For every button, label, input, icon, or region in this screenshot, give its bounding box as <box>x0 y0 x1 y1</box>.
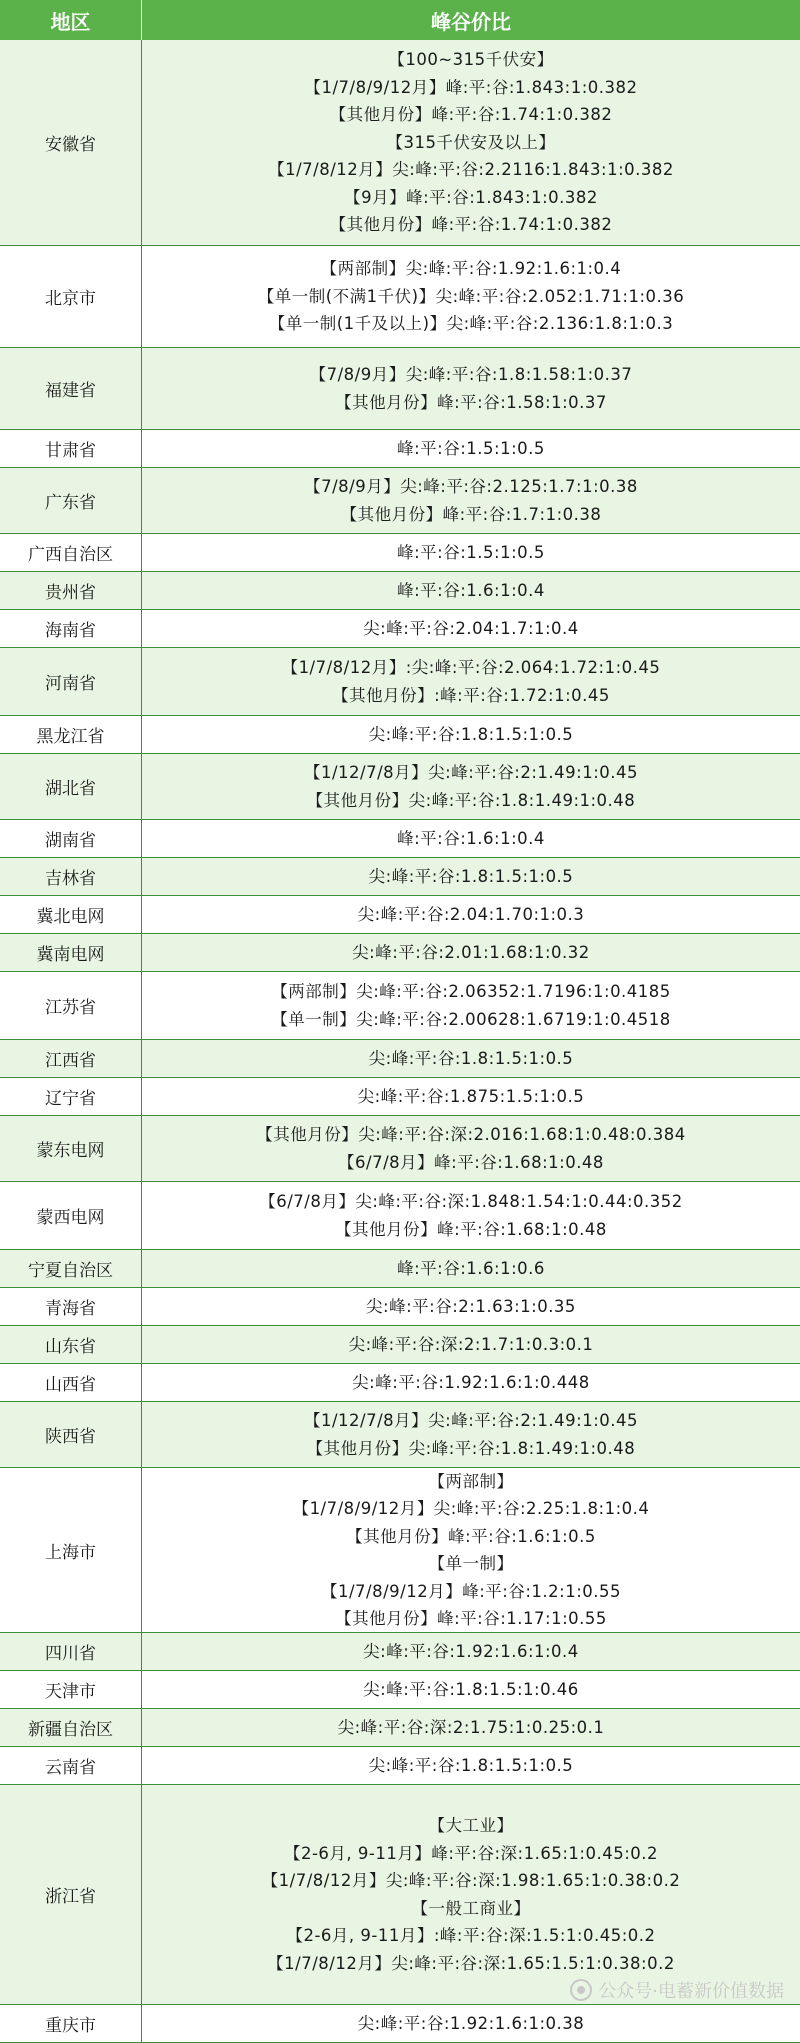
table-row <box>0 572 800 610</box>
wechat-icon <box>570 1979 592 2001</box>
ratio-line: 【两部制】尖:峰:平:谷:1.92:1.6:1:0.4 <box>320 259 622 279</box>
ratio-cell <box>142 1671 800 1708</box>
ratio-line: 【其他月份】峰:平:谷:1.17:1:0.55 <box>335 1609 607 1628</box>
region-cell: 天津市 <box>0 1671 142 1708</box>
ratio-line: 【其他月份】尖:峰:平:谷:1.8:1.49:1:0.48 <box>306 790 636 810</box>
ratio-line: 【其他月份】尖:峰:平:谷:深:2.016:1.68:1:0.48:0.384 <box>256 1125 686 1144</box>
region-cell: 安徽省 <box>0 40 142 245</box>
ratio-cell <box>142 610 800 647</box>
region-cell: 海南省 <box>0 610 142 647</box>
ratio-line: 【两部制】 <box>428 1471 514 1491</box>
ratio-cell <box>142 468 800 533</box>
ratio-cell <box>142 1785 800 2004</box>
ratio-line: 【100~315千伏安】 <box>388 50 554 70</box>
ratio-cell <box>142 1468 800 1632</box>
ratio-line: 【单一制(1千及以上)】尖:峰:平:谷:2.136:1.8:1:0.3 <box>268 314 674 334</box>
region-cell: 广东省 <box>0 468 142 533</box>
ratio-line: 【6/7/8月】峰:平:谷:1.68:1:0.48 <box>338 1152 604 1172</box>
table-row <box>0 40 800 246</box>
ratio-line: 尖:峰:平:谷:1.8:1.5:1:0.5 <box>368 724 574 744</box>
table-body <box>0 40 800 2043</box>
ratio-line: 【1/7/8/12月】尖:峰:平:谷:深:1.98:1.65:1:0.38:0.2 <box>261 1871 681 1890</box>
table-row <box>0 468 800 534</box>
ratio-line: 【其他月份】峰:平:谷:1.6:1:0.5 <box>346 1526 596 1546</box>
table-row <box>0 2005 800 2043</box>
ratio-line: 尖:峰:平:谷:1.8:1.5:1:0.5 <box>368 1755 574 1775</box>
table-row <box>0 1671 800 1709</box>
region-cell: 上海市 <box>0 1468 142 1632</box>
region-cell: 山西省 <box>0 1364 142 1401</box>
region-cell: 蒙西电网 <box>0 1182 142 1249</box>
region-cell: 山东省 <box>0 1326 142 1363</box>
ratio-cell <box>142 1040 800 1077</box>
watermark <box>570 1977 784 2003</box>
table-row <box>0 1116 800 1182</box>
region-cell: 河南省 <box>0 648 142 715</box>
table-header <box>0 0 800 40</box>
table-row <box>0 1747 800 1785</box>
ratio-line: 【两部制】尖:峰:平:谷:2.06352:1.7196:1:0.4185 <box>271 982 671 1001</box>
ratio-cell <box>142 430 800 467</box>
ratio-cell <box>142 820 800 857</box>
ratio-line: 峰:平:谷:1.5:1:0.5 <box>397 438 545 458</box>
region-cell: 云南省 <box>0 1747 142 1784</box>
region-cell: 湖北省 <box>0 754 142 819</box>
table-row <box>0 820 800 858</box>
region-cell: 甘肃省 <box>0 430 142 467</box>
ratio-cell <box>142 1402 800 1467</box>
ratio-line: 【315千伏安及以上】 <box>386 132 556 152</box>
table-row <box>0 610 800 648</box>
ratio-line: 【1/12/7/8月】尖:峰:平:谷:2:1.49:1:0.45 <box>303 1411 639 1430</box>
ratio-line: 【其他月份】峰:平:谷:1.58:1:0.37 <box>335 392 607 412</box>
ratio-line: 【单一制】 <box>428 1554 514 1573</box>
region-cell: 黑龙江省 <box>0 716 142 753</box>
table-row <box>0 858 800 896</box>
watermark-text: 公众号·电蓄新价值数据 <box>598 1981 784 2002</box>
ratio-cell <box>142 534 800 571</box>
table-row <box>0 648 800 716</box>
table-row <box>0 430 800 468</box>
table-row <box>0 1633 800 1671</box>
region-cell: 青海省 <box>0 1288 142 1325</box>
table-row <box>0 716 800 754</box>
header-ratio: 峰谷价比 <box>431 9 511 34</box>
ratio-cell <box>142 246 800 347</box>
table-row <box>0 534 800 572</box>
ratio-cell <box>142 858 800 895</box>
table-row <box>0 1785 800 2005</box>
ratio-line: 尖:峰:平:谷:2:1.63:1:0.35 <box>366 1296 576 1316</box>
region-cell: 江西省 <box>0 1040 142 1077</box>
ratio-line: 【1/7/8/12月】:尖:峰:平:谷:2.064:1.72:1:0.45 <box>281 658 661 677</box>
ratio-line: 【1/7/8/9/12月】峰:平:谷:1.843:1:0.382 <box>304 77 638 97</box>
table-row <box>0 972 800 1040</box>
table-row <box>0 1078 800 1116</box>
region-cell: 新疆自治区 <box>0 1709 142 1746</box>
table-row <box>0 1709 800 1747</box>
ratio-line: 尖:峰:平:谷:2.01:1.68:1:0.32 <box>352 942 590 962</box>
region-cell: 辽宁省 <box>0 1078 142 1115</box>
table-row <box>0 934 800 972</box>
ratio-cell <box>142 1250 800 1287</box>
ratio-line: 【其他月份】尖:峰:平:谷:1.8:1.49:1:0.48 <box>306 1438 636 1458</box>
ratio-line: 【单一制(不满1千伏)】尖:峰:平:谷:2.052:1.71:1:0.36 <box>257 286 685 306</box>
ratio-cell <box>142 2005 800 2042</box>
ratio-line: 【1/7/8/12月】尖:峰:平:谷:2.2116:1.843:1:0.382 <box>268 160 674 180</box>
ratio-cell <box>142 716 800 753</box>
ratio-line: 【一般工商业】 <box>411 1898 531 1918</box>
ratio-line: 【1/7/8/12月】尖:峰:平:谷:深:1.65:1.5:1:0.38:0.2 <box>267 1953 675 1973</box>
ratio-line: 【9月】峰:平:谷:1.843:1:0.382 <box>344 187 598 207</box>
ratio-line: 【1/7/8/9/12月】峰:平:谷:1.2:1:0.55 <box>321 1581 621 1601</box>
table-row <box>0 1326 800 1364</box>
ratio-line: 峰:平:谷:1.6:1:0.6 <box>397 1258 545 1278</box>
ratio-line: 【其他月份】峰:平:谷:1.74:1:0.382 <box>329 215 613 235</box>
region-cell: 蒙东电网 <box>0 1116 142 1181</box>
header-region: 地区 <box>0 0 142 40</box>
region-cell: 冀南电网 <box>0 934 142 971</box>
ratio-line: 尖:峰:平:谷:1.8:1.5:1:0.46 <box>363 1679 579 1699</box>
ratio-line: 尖:峰:平:谷:1.92:1.6:1:0.448 <box>352 1372 590 1392</box>
ratio-cell <box>142 1288 800 1325</box>
ratio-line: 尖:峰:平:谷:1.875:1.5:1:0.5 <box>357 1086 585 1106</box>
ratio-cell <box>142 348 800 429</box>
region-cell: 四川省 <box>0 1633 142 1670</box>
ratio-cell <box>142 754 800 819</box>
ratio-line: 【单一制】尖:峰:平:谷:2.00628:1.6719:1:0.4518 <box>271 1009 671 1029</box>
table-row <box>0 1040 800 1078</box>
ratio-line: 尖:峰:平:谷:1.92:1.6:1:0.38 <box>357 2013 585 2033</box>
ratio-line: 【大工业】 <box>428 1816 514 1835</box>
ratio-cell <box>142 896 800 933</box>
ratio-cell <box>142 1709 800 1746</box>
ratio-line: 【其他月份】:峰:平:谷:1.72:1:0.45 <box>332 685 610 705</box>
ratio-cell <box>142 972 800 1039</box>
table-row <box>0 1364 800 1402</box>
ratio-line: 【1/7/8/9/12月】尖:峰:平:谷:2.25:1.8:1:0.4 <box>292 1499 650 1518</box>
ratio-line: 尖:峰:平:谷:深:2:1.7:1:0.3:0.1 <box>348 1334 594 1354</box>
ratio-cell <box>142 1633 800 1670</box>
ratio-cell <box>142 1364 800 1401</box>
region-cell: 湖南省 <box>0 820 142 857</box>
table-row <box>0 754 800 820</box>
region-cell: 福建省 <box>0 348 142 429</box>
ratio-line: 峰:平:谷:1.5:1:0.5 <box>397 542 545 562</box>
table-row <box>0 1182 800 1250</box>
region-cell: 广西自治区 <box>0 534 142 571</box>
ratio-line: 【其他月份】峰:平:谷:1.7:1:0.38 <box>340 504 602 524</box>
ratio-line: 峰:平:谷:1.6:1:0.4 <box>397 580 545 600</box>
ratio-line: 峰:平:谷:1.6:1:0.4 <box>397 828 545 848</box>
ratio-line: 【7/8/9月】尖:峰:平:谷:2.125:1.7:1:0.38 <box>304 477 638 496</box>
region-cell: 陕西省 <box>0 1402 142 1467</box>
ratio-line: 【2-6月, 9-11月】:峰:平:谷:深:1.5:1:0.45:0.2 <box>286 1926 656 1945</box>
table-row <box>0 1402 800 1468</box>
ratio-cell <box>142 648 800 715</box>
region-cell: 北京市 <box>0 246 142 347</box>
ratio-line: 尖:峰:平:谷:1.8:1.5:1:0.5 <box>368 866 574 886</box>
ratio-line: 尖:峰:平:谷:2.04:1.7:1:0.4 <box>363 618 579 638</box>
ratio-line: 【1/12/7/8月】尖:峰:平:谷:2:1.49:1:0.45 <box>303 763 639 782</box>
table-row <box>0 1468 800 1633</box>
ratio-cell <box>142 1326 800 1363</box>
ratio-line: 尖:峰:平:谷:1.8:1.5:1:0.5 <box>368 1048 574 1068</box>
region-cell: 浙江省 <box>0 1785 142 2004</box>
region-cell: 贵州省 <box>0 572 142 609</box>
region-cell: 重庆市 <box>0 2005 142 2042</box>
ratio-cell <box>142 1116 800 1181</box>
ratio-line: 尖:峰:平:谷:2.04:1.70:1:0.3 <box>357 904 585 924</box>
ratio-line: 【其他月份】峰:平:谷:1.74:1:0.382 <box>329 105 613 125</box>
ratio-cell <box>142 1747 800 1784</box>
region-cell: 吉林省 <box>0 858 142 895</box>
ratio-line: 尖:峰:平:谷:深:2:1.75:1:0.25:0.1 <box>337 1717 605 1737</box>
ratio-cell <box>142 572 800 609</box>
ratio-cell <box>142 40 800 245</box>
ratio-line: 【7/8/9月】尖:峰:平:谷:1.8:1.58:1:0.37 <box>309 365 633 384</box>
ratio-cell <box>142 1078 800 1115</box>
region-cell: 冀北电网 <box>0 896 142 933</box>
table-row <box>0 1250 800 1288</box>
table-row <box>0 1288 800 1326</box>
ratio-cell <box>142 1182 800 1249</box>
table-row <box>0 896 800 934</box>
table-row <box>0 246 800 348</box>
region-cell: 江苏省 <box>0 972 142 1039</box>
ratio-line: 【2-6月, 9-11月】峰:平:谷:深:1.65:1:0.45:0.2 <box>283 1843 658 1863</box>
ratio-line: 【其他月份】峰:平:谷:1.68:1:0.48 <box>335 1219 607 1239</box>
ratio-line: 尖:峰:平:谷:1.92:1.6:1:0.4 <box>363 1641 579 1661</box>
table-row <box>0 348 800 430</box>
region-cell: 宁夏自治区 <box>0 1250 142 1287</box>
ratio-cell <box>142 934 800 971</box>
ratio-line: 【6/7/8月】尖:峰:平:谷:深:1.848:1.54:1:0.44:0.352 <box>259 1192 683 1211</box>
